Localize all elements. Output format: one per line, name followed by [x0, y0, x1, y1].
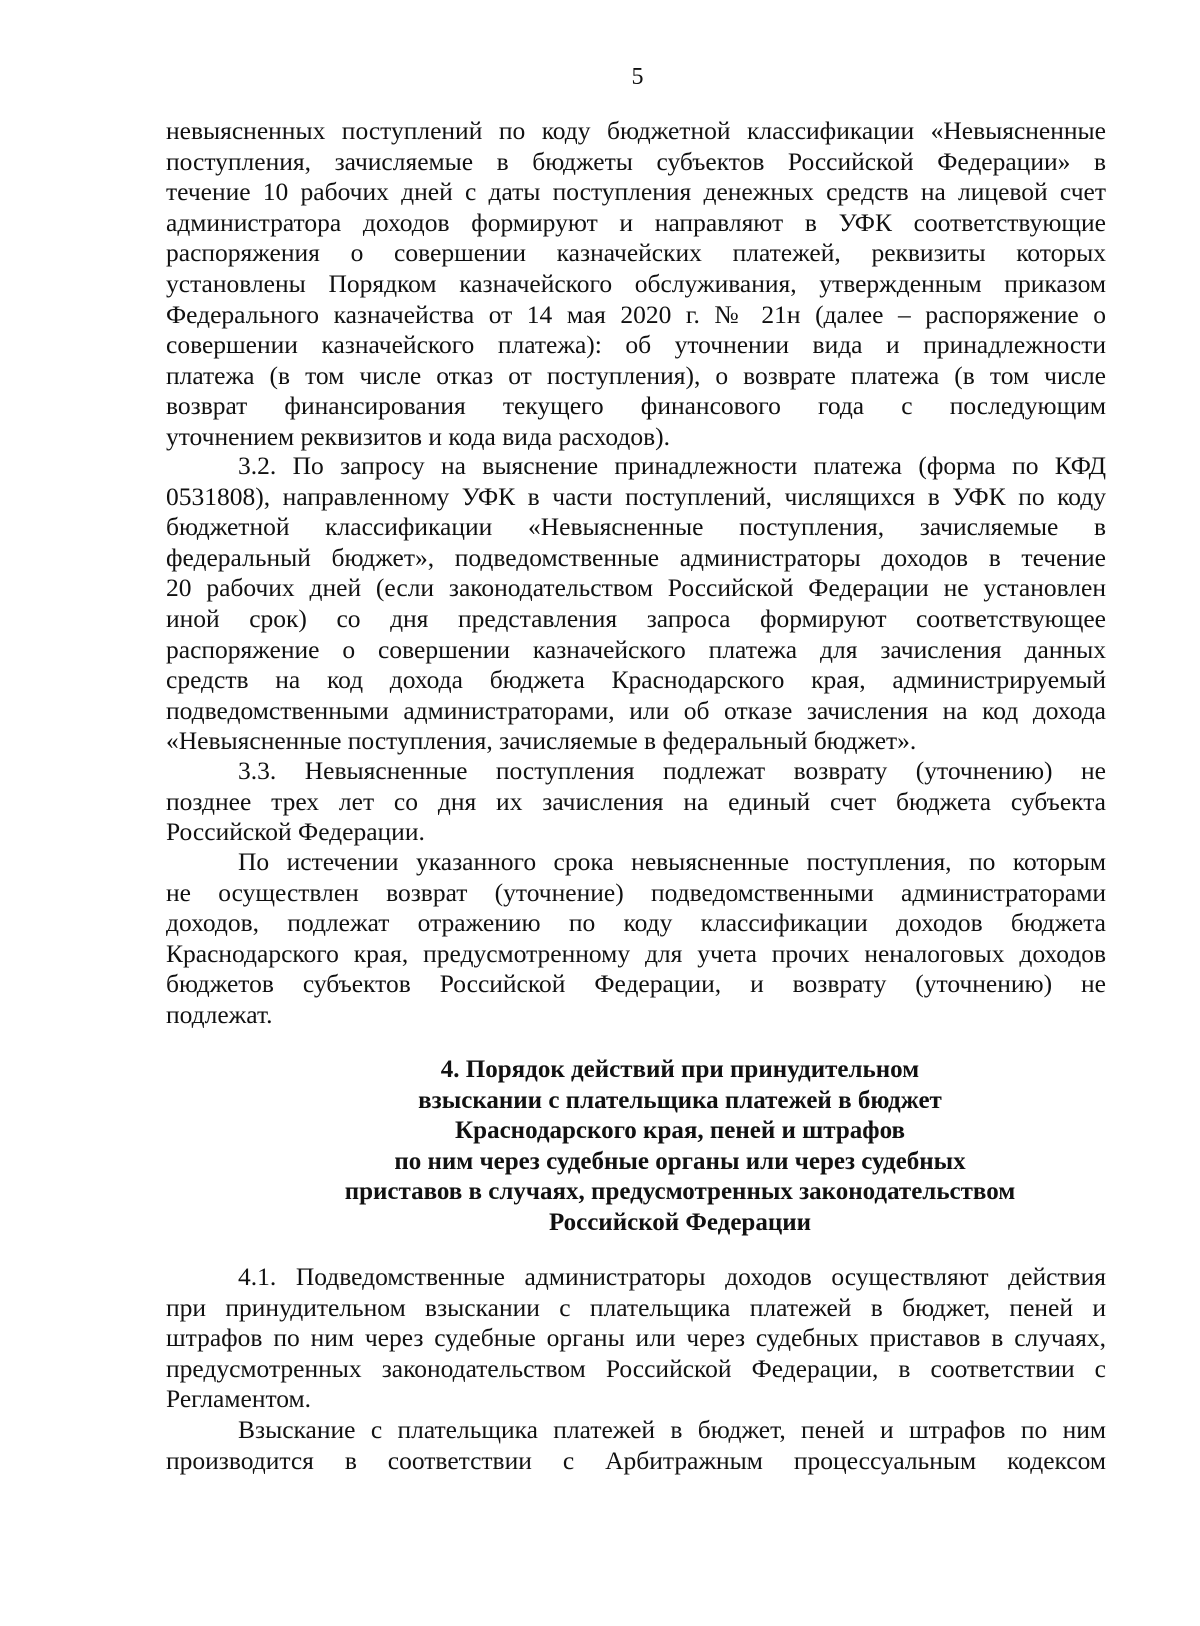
text-line: администратора доходов формируют и направляют в УФК соответствующие — [166, 207, 1106, 237]
text-line: уточнением реквизитов и кода вида расходов). — [166, 421, 671, 451]
text-line: средств на код дохода бюджета Краснодарского края, администрируемый — [166, 665, 1106, 695]
paragraph-3-3 — [166, 756, 1106, 848]
text-line: Федерального казначейства от 14 мая 2020 г. № 21н (далее – распоряжение о — [166, 299, 1106, 329]
text-line: бюджетной классификации «Невыясненные поступления, зачисляемые в — [166, 512, 1106, 542]
paragraph-enforcement — [166, 1415, 1106, 1476]
page-number: 5 — [631, 64, 644, 90]
paragraph-4-1 — [166, 1262, 1106, 1415]
text-line: течение 10 рабочих дней с даты поступления денежных средств на лицевой счет — [166, 177, 1106, 207]
text-line: По истечении указанного срока невыясненные поступления, по которым — [238, 847, 1106, 876]
text-line: позднее трех лет со дня их зачисления на единый счет бюджета субъекта — [166, 786, 1106, 816]
text-line: установлены Порядком казначейского обслуживания, утвержденным приказом — [166, 268, 1106, 298]
text-line: Российской Федерации. — [166, 817, 425, 847]
text-line: невыясненных поступлений по коду бюджетной классификации «Невыясненные — [166, 116, 1106, 145]
text-line: «Невыясненные поступления, зачисляемые в федеральный бюджет». — [166, 726, 917, 756]
text-line: доходов, подлежат отражению по коду классификации доходов бюджета — [166, 908, 1106, 938]
text-line: Краснодарского края, предусмотренному для учета прочих неналоговых доходов — [166, 938, 1106, 968]
text-line: распоряжение о совершении казначейского платежа для зачисления данных — [166, 634, 1106, 664]
text-line: 0531808), направленному УФК в части поступлений, числящихся в УФК по коду — [166, 481, 1106, 511]
text-line: Взыскание с плательщика платежей в бюджет, пеней и штрафов по ним — [238, 1415, 1106, 1444]
text-line: 3.3. Невыясненные поступления подлежат возврату (уточнению) не — [238, 756, 1106, 785]
text-line: 20 рабочих дней (если законодательством Российской Федерации не установлен — [166, 573, 1106, 603]
text-line: иной срок) со дня представления запроса формируют соответствующее — [166, 603, 1106, 633]
text-line: при принудительном взыскании с плательщика платежей в бюджет, пеней и — [166, 1292, 1106, 1322]
text-line: федеральный бюджет», подведомственные администраторы доходов в течение — [166, 542, 1106, 572]
heading-line: по ним через судебные органы или через судебных — [394, 1147, 966, 1175]
text-line: платежа (в том числе отказ от поступления), о возврате платежа (в том числе — [166, 360, 1106, 390]
text-line: производится в соответствии с Арбитражным процессуальным кодексом — [166, 1445, 1106, 1475]
paragraph-3-1-continued — [166, 116, 1106, 453]
heading-line: Краснодарского края, пеней и штрафов — [455, 1117, 905, 1145]
section-4-heading — [280, 1055, 1080, 1239]
text-line: 4.1. Подведомственные администраторы доходов осуществляют действия — [238, 1262, 1106, 1291]
text-line: бюджетов субъектов Российской Федерации, и возврату (уточнению) не — [166, 969, 1106, 999]
text-line: Регламентом. — [166, 1384, 312, 1414]
heading-line: приставов в случаях, предусмотренных законодательством — [344, 1178, 1016, 1206]
text-line: подведомственными администраторами, или об отказе зачисления на код дохода — [166, 695, 1106, 725]
heading-line: взыскании с плательщика платежей в бюджет — [418, 1086, 942, 1114]
text-line: совершении казначейского платежа): об уточнении вида и принадлежности — [166, 330, 1106, 360]
text-line: предусмотренных законодательством Российской Федерации, в соответствии с — [166, 1353, 1106, 1383]
heading-line: 4. Порядок действий при принудительном — [440, 1056, 920, 1083]
text-line: распоряжения о совершении казначейских платежей, реквизиты которых — [166, 238, 1106, 268]
heading-line: Российской Федерации — [548, 1208, 812, 1236]
text-line: поступления, зачисляемые в бюджеты субъектов Российской Федерации» в — [166, 146, 1106, 176]
text-line: штрафов по ним через судебные органы или через судебных приставов в случаях, — [166, 1323, 1106, 1353]
text-line: 3.2. По запросу на выяснение принадлежности платежа (форма по КФД — [238, 451, 1106, 480]
text-line: возврат финансирования текущего финансового года с последующим — [166, 391, 1106, 421]
text-line: не осуществлен возврат (уточнение) подведомственными администраторами — [166, 877, 1106, 907]
paragraph-expiry — [166, 847, 1106, 1031]
paragraph-3-2 — [166, 451, 1106, 757]
text-line: подлежат. — [166, 999, 273, 1029]
